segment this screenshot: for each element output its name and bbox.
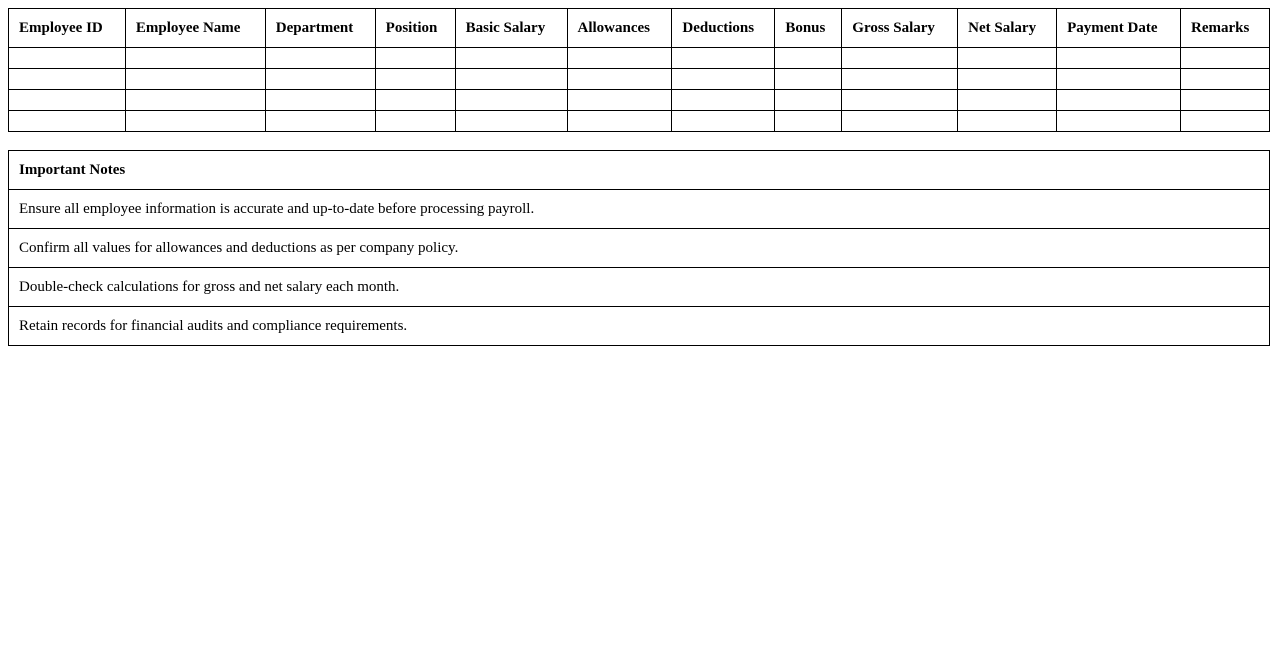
header-bonus: Bonus: [775, 9, 842, 48]
table-cell: [775, 111, 842, 132]
table-cell: [9, 111, 126, 132]
table-cell: [1057, 111, 1181, 132]
table-cell: [455, 111, 567, 132]
table-cell: [842, 111, 958, 132]
table-cell: [567, 90, 672, 111]
payroll-table: [8, 8, 1270, 132]
table-cell: [455, 90, 567, 111]
table-cell: [775, 69, 842, 90]
table-cell: [1057, 48, 1181, 69]
table-cell: [1180, 48, 1269, 69]
table-cell: [775, 48, 842, 69]
table-cell: [455, 48, 567, 69]
table-cell: [265, 69, 375, 90]
payroll-header-row: [9, 9, 1270, 48]
note-row: [9, 307, 1270, 346]
table-cell: [1057, 69, 1181, 90]
table-cell: [958, 69, 1057, 90]
header-department: Department: [265, 9, 375, 48]
table-cell: [672, 48, 775, 69]
table-row: [9, 111, 1270, 132]
table-cell: [265, 90, 375, 111]
table-cell: [567, 69, 672, 90]
note-item: Confirm all values for allowances and deductions as per company policy.: [9, 229, 1270, 268]
header-gross-salary: Gross Salary: [842, 9, 958, 48]
table-cell: [1180, 90, 1269, 111]
note-item: Retain records for financial audits and compliance requirements.: [9, 307, 1270, 346]
header-basic-salary: Basic Salary: [455, 9, 567, 48]
table-cell: [672, 111, 775, 132]
note-row: [9, 229, 1270, 268]
table-cell: [567, 48, 672, 69]
note-row: [9, 268, 1270, 307]
notes-title-row: [9, 151, 1270, 190]
notes-table: [8, 150, 1270, 346]
header-remarks: Remarks: [1180, 9, 1269, 48]
table-row: [9, 90, 1270, 111]
table-row: [9, 69, 1270, 90]
table-cell: [1180, 69, 1269, 90]
table-cell: [958, 111, 1057, 132]
note-item: Ensure all employee information is accurate and up-to-date before processing payroll.: [9, 190, 1270, 229]
header-payment-date: Payment Date: [1057, 9, 1181, 48]
table-row: [9, 48, 1270, 69]
table-cell: [842, 90, 958, 111]
note-row: [9, 190, 1270, 229]
table-cell: [672, 69, 775, 90]
table-cell: [567, 111, 672, 132]
table-cell: [375, 90, 455, 111]
table-cell: [842, 69, 958, 90]
table-cell: [125, 90, 265, 111]
table-cell: [842, 48, 958, 69]
table-cell: [125, 48, 265, 69]
table-cell: [775, 90, 842, 111]
table-cell: [1180, 111, 1269, 132]
table-cell: [9, 48, 126, 69]
header-deductions: Deductions: [672, 9, 775, 48]
header-employee-name: Employee Name: [125, 9, 265, 48]
table-cell: [375, 69, 455, 90]
table-cell: [265, 48, 375, 69]
table-cell: [375, 48, 455, 69]
notes-title: Important Notes: [9, 151, 1270, 190]
table-cell: [375, 111, 455, 132]
header-net-salary: Net Salary: [958, 9, 1057, 48]
table-cell: [125, 69, 265, 90]
table-cell: [265, 111, 375, 132]
table-cell: [958, 90, 1057, 111]
header-allowances: Allowances: [567, 9, 672, 48]
header-employee-id: Employee ID: [9, 9, 126, 48]
table-cell: [958, 48, 1057, 69]
table-cell: [125, 111, 265, 132]
table-cell: [1057, 90, 1181, 111]
table-cell: [672, 90, 775, 111]
table-cell: [9, 90, 126, 111]
note-item: Double-check calculations for gross and net salary each month.: [9, 268, 1270, 307]
table-cell: [9, 69, 126, 90]
header-position: Position: [375, 9, 455, 48]
table-cell: [455, 69, 567, 90]
